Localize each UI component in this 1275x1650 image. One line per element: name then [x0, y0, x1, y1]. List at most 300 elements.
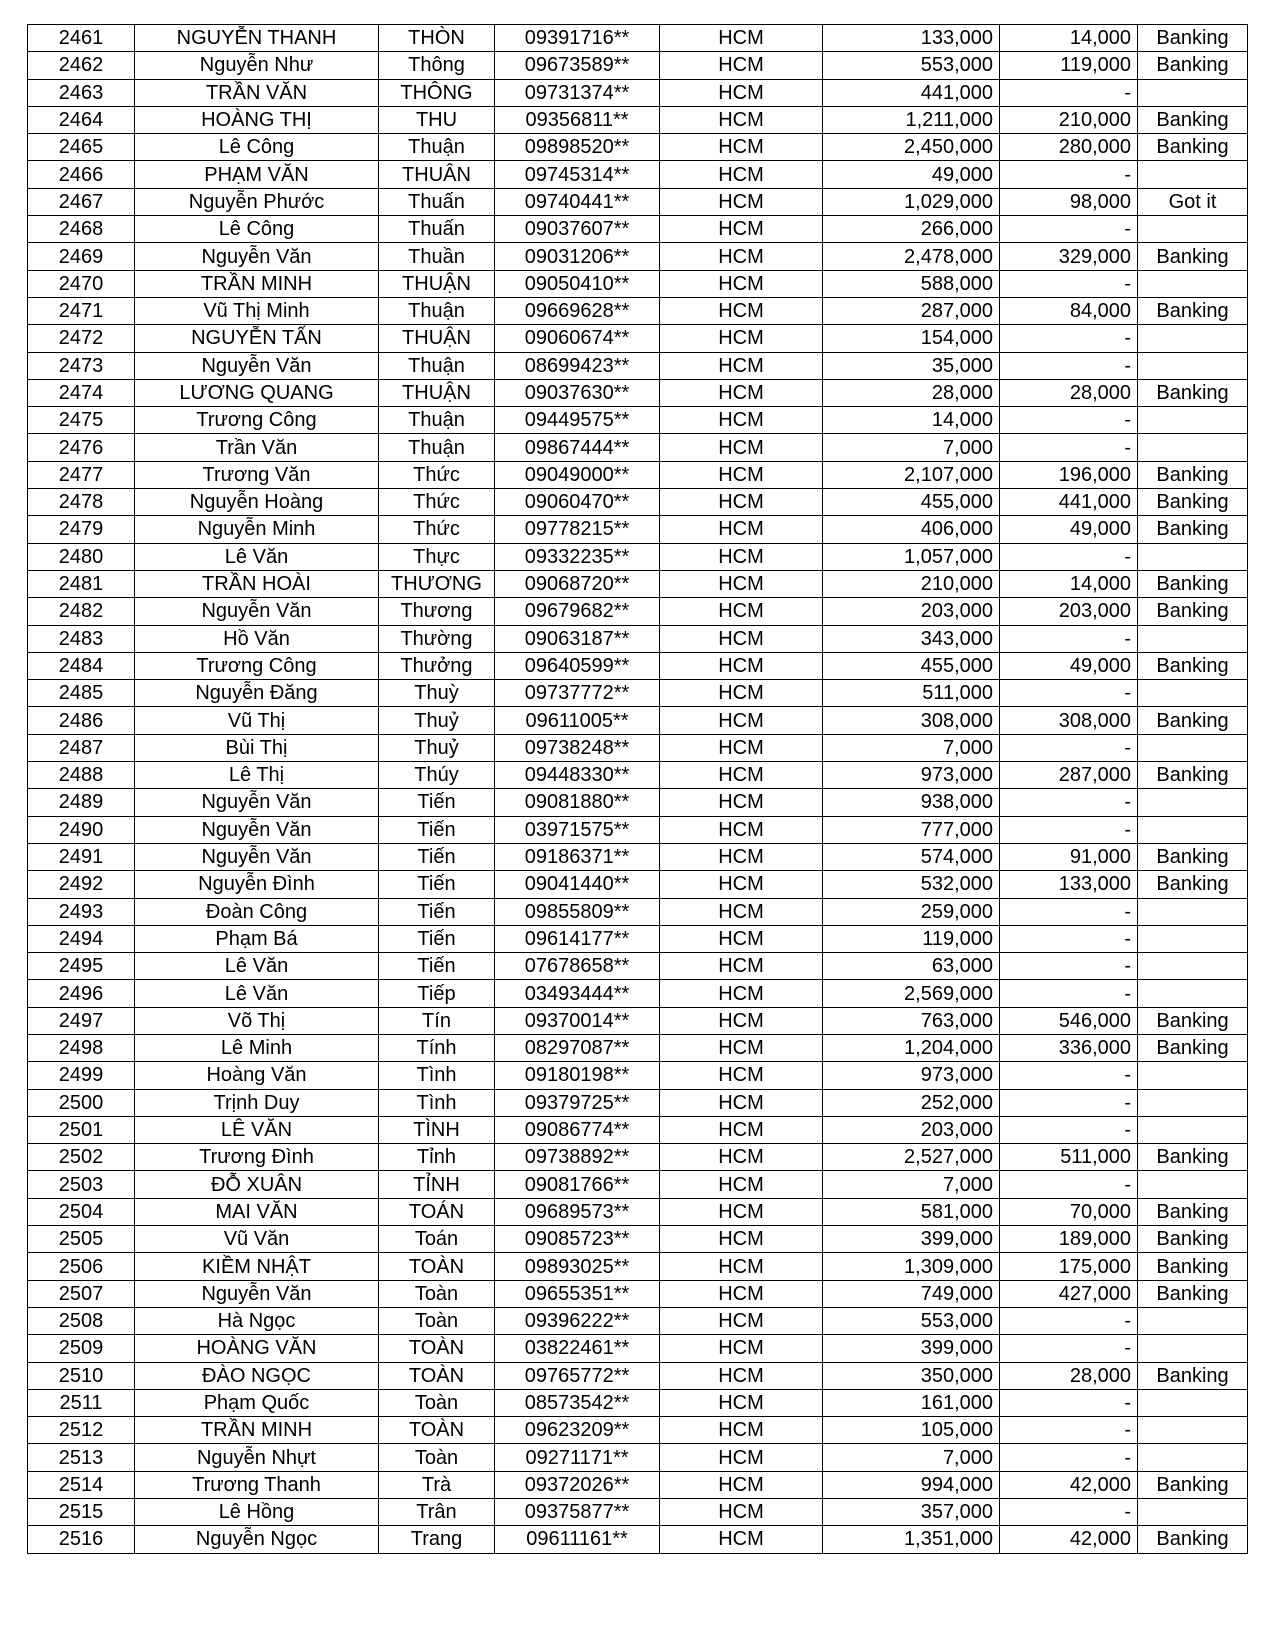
paid-amount-cell: 28,000 — [1000, 1362, 1138, 1389]
table-row — [28, 543, 1248, 570]
first-name-cell: Tiến — [379, 925, 495, 952]
city-cell: HCM — [660, 953, 823, 980]
amount-cell: 399,000 — [823, 1226, 1000, 1253]
last-middle-name-cell: HOÀNG VĂN — [135, 1335, 379, 1362]
phone-cell: 09669628** — [495, 297, 660, 324]
city-cell: HCM — [660, 734, 823, 761]
city-cell: HCM — [660, 1526, 823, 1553]
city-cell: HCM — [660, 1034, 823, 1061]
first-name-cell: TOÀN — [379, 1362, 495, 1389]
last-middle-name-cell: ĐỖ XUÂN — [135, 1171, 379, 1198]
table-row — [28, 1389, 1248, 1416]
table-row — [28, 1089, 1248, 1116]
payment-method-cell — [1138, 1335, 1248, 1362]
row-number-cell: 2500 — [28, 1089, 135, 1116]
city-cell: HCM — [660, 325, 823, 352]
phone-cell: 09673589** — [495, 52, 660, 79]
payment-method-cell — [1138, 625, 1248, 652]
paid-amount-cell: 14,000 — [1000, 570, 1138, 597]
row-number-cell: 2481 — [28, 570, 135, 597]
payment-method-cell — [1138, 325, 1248, 352]
paid-amount-cell: 119,000 — [1000, 52, 1138, 79]
phone-cell: 08573542** — [495, 1389, 660, 1416]
first-name-cell: Tính — [379, 1034, 495, 1061]
phone-cell: 09271171** — [495, 1444, 660, 1471]
amount-cell: 119,000 — [823, 925, 1000, 952]
first-name-cell: Thuận — [379, 134, 495, 161]
amount-cell: 455,000 — [823, 489, 1000, 516]
payment-method-cell: Banking — [1138, 843, 1248, 870]
payment-method-cell — [1138, 1307, 1248, 1334]
amount-cell: 1,057,000 — [823, 543, 1000, 570]
table-row — [28, 898, 1248, 925]
row-number-cell: 2505 — [28, 1226, 135, 1253]
first-name-cell: THƯƠNG — [379, 570, 495, 597]
last-middle-name-cell: TRẦN MINH — [135, 270, 379, 297]
row-number-cell: 2480 — [28, 543, 135, 570]
last-middle-name-cell: Lê Minh — [135, 1034, 379, 1061]
row-number-cell: 2485 — [28, 680, 135, 707]
table-row — [28, 352, 1248, 379]
paid-amount-cell: - — [1000, 270, 1138, 297]
row-number-cell: 2503 — [28, 1171, 135, 1198]
last-middle-name-cell: Lê Công — [135, 134, 379, 161]
phone-cell: 09085723** — [495, 1226, 660, 1253]
last-middle-name-cell: Nguyễn Văn — [135, 352, 379, 379]
row-number-cell: 2497 — [28, 1007, 135, 1034]
phone-cell: 09356811** — [495, 106, 660, 133]
row-number-cell: 2469 — [28, 243, 135, 270]
payment-method-cell — [1138, 434, 1248, 461]
payment-method-cell — [1138, 680, 1248, 707]
city-cell: HCM — [660, 680, 823, 707]
city-cell: HCM — [660, 898, 823, 925]
row-number-cell: 2508 — [28, 1307, 135, 1334]
table-row — [28, 1144, 1248, 1171]
amount-cell: 2,569,000 — [823, 980, 1000, 1007]
amount-cell: 133,000 — [823, 25, 1000, 52]
paid-amount-cell: 49,000 — [1000, 516, 1138, 543]
payment-method-cell: Banking — [1138, 598, 1248, 625]
paid-amount-cell: 42,000 — [1000, 1526, 1138, 1553]
row-number-cell: 2477 — [28, 461, 135, 488]
paid-amount-cell: - — [1000, 898, 1138, 925]
paid-amount-cell: - — [1000, 1417, 1138, 1444]
payment-method-cell — [1138, 734, 1248, 761]
city-cell: HCM — [660, 134, 823, 161]
table-row — [28, 325, 1248, 352]
last-middle-name-cell: Lê Công — [135, 216, 379, 243]
payment-method-cell: Banking — [1138, 1198, 1248, 1225]
table-row — [28, 106, 1248, 133]
phone-cell: 09068720** — [495, 570, 660, 597]
first-name-cell: TOÁN — [379, 1198, 495, 1225]
payment-method-cell — [1138, 789, 1248, 816]
city-cell: HCM — [660, 407, 823, 434]
payment-method-cell — [1138, 407, 1248, 434]
last-middle-name-cell: LƯƠNG QUANG — [135, 379, 379, 406]
table-row — [28, 270, 1248, 297]
paid-amount-cell: - — [1000, 216, 1138, 243]
city-cell: HCM — [660, 1280, 823, 1307]
table-row — [28, 1335, 1248, 1362]
first-name-cell: TOÀN — [379, 1417, 495, 1444]
table-row — [28, 1280, 1248, 1307]
paid-amount-cell: - — [1000, 543, 1138, 570]
payment-method-cell: Banking — [1138, 871, 1248, 898]
phone-cell: 09738892** — [495, 1144, 660, 1171]
last-middle-name-cell: TRẦN MINH — [135, 1417, 379, 1444]
last-middle-name-cell: Nguyễn Văn — [135, 598, 379, 625]
phone-cell: 09867444** — [495, 434, 660, 461]
payment-method-cell: Banking — [1138, 1226, 1248, 1253]
table-row — [28, 1198, 1248, 1225]
payment-method-cell — [1138, 898, 1248, 925]
phone-cell: 09737772** — [495, 680, 660, 707]
last-middle-name-cell: Nguyễn Văn — [135, 816, 379, 843]
table-row — [28, 816, 1248, 843]
payment-method-cell — [1138, 816, 1248, 843]
first-name-cell: Toàn — [379, 1280, 495, 1307]
paid-amount-cell: 70,000 — [1000, 1198, 1138, 1225]
amount-cell: 588,000 — [823, 270, 1000, 297]
paid-amount-cell: 287,000 — [1000, 762, 1138, 789]
paid-amount-cell: 84,000 — [1000, 297, 1138, 324]
city-cell: HCM — [660, 1499, 823, 1526]
first-name-cell: Thức — [379, 516, 495, 543]
paid-amount-cell: 196,000 — [1000, 461, 1138, 488]
first-name-cell: THU — [379, 106, 495, 133]
payment-method-cell: Banking — [1138, 1144, 1248, 1171]
table-row — [28, 79, 1248, 106]
table-row — [28, 1471, 1248, 1498]
row-number-cell: 2501 — [28, 1116, 135, 1143]
row-number-cell: 2510 — [28, 1362, 135, 1389]
row-number-cell: 2473 — [28, 352, 135, 379]
last-middle-name-cell: ĐÀO NGỌC — [135, 1362, 379, 1389]
city-cell: HCM — [660, 625, 823, 652]
last-middle-name-cell: HOÀNG THỊ — [135, 106, 379, 133]
phone-cell: 09031206** — [495, 243, 660, 270]
last-middle-name-cell: Hà Ngọc — [135, 1307, 379, 1334]
last-middle-name-cell: Vũ Văn — [135, 1226, 379, 1253]
amount-cell: 287,000 — [823, 297, 1000, 324]
city-cell: HCM — [660, 652, 823, 679]
paid-amount-cell: 441,000 — [1000, 489, 1138, 516]
paid-amount-cell: - — [1000, 816, 1138, 843]
paid-amount-cell: - — [1000, 407, 1138, 434]
payment-method-cell — [1138, 1171, 1248, 1198]
city-cell: HCM — [660, 79, 823, 106]
paid-amount-cell: 203,000 — [1000, 598, 1138, 625]
amount-cell: 1,351,000 — [823, 1526, 1000, 1553]
row-number-cell: 2493 — [28, 898, 135, 925]
city-cell: HCM — [660, 297, 823, 324]
row-number-cell: 2468 — [28, 216, 135, 243]
row-number-cell: 2465 — [28, 134, 135, 161]
last-middle-name-cell: Hoàng Văn — [135, 1062, 379, 1089]
city-cell: HCM — [660, 843, 823, 870]
last-middle-name-cell: Lê Văn — [135, 543, 379, 570]
paid-amount-cell: 28,000 — [1000, 379, 1138, 406]
payment-method-cell — [1138, 216, 1248, 243]
last-middle-name-cell: Lê Thị — [135, 762, 379, 789]
paid-amount-cell: - — [1000, 1171, 1138, 1198]
paid-amount-cell: 308,000 — [1000, 707, 1138, 734]
table-row — [28, 161, 1248, 188]
table-row — [28, 925, 1248, 952]
table-row — [28, 52, 1248, 79]
phone-cell: 09731374** — [495, 79, 660, 106]
table-row — [28, 734, 1248, 761]
amount-cell: 203,000 — [823, 1116, 1000, 1143]
city-cell: HCM — [660, 1062, 823, 1089]
amount-cell: 266,000 — [823, 216, 1000, 243]
payment-method-cell: Banking — [1138, 1526, 1248, 1553]
amount-cell: 1,211,000 — [823, 106, 1000, 133]
last-middle-name-cell: Lê Văn — [135, 980, 379, 1007]
last-middle-name-cell: TRẦN VĂN — [135, 79, 379, 106]
row-number-cell: 2511 — [28, 1389, 135, 1416]
paid-amount-cell: - — [1000, 734, 1138, 761]
payment-method-cell: Banking — [1138, 243, 1248, 270]
city-cell: HCM — [660, 188, 823, 215]
first-name-cell: Tiến — [379, 789, 495, 816]
table-row — [28, 1226, 1248, 1253]
payment-method-cell: Banking — [1138, 652, 1248, 679]
amount-cell: 308,000 — [823, 707, 1000, 734]
payment-method-cell: Got it — [1138, 188, 1248, 215]
phone-cell: 09060674** — [495, 325, 660, 352]
row-number-cell: 2486 — [28, 707, 135, 734]
amount-cell: 357,000 — [823, 1499, 1000, 1526]
city-cell: HCM — [660, 434, 823, 461]
city-cell: HCM — [660, 543, 823, 570]
first-name-cell: THUẬN — [379, 325, 495, 352]
row-number-cell: 2498 — [28, 1034, 135, 1061]
city-cell: HCM — [660, 871, 823, 898]
paid-amount-cell: - — [1000, 680, 1138, 707]
first-name-cell: Thúy — [379, 762, 495, 789]
row-number-cell: 2471 — [28, 297, 135, 324]
phone-cell: 09050410** — [495, 270, 660, 297]
phone-cell: 09855809** — [495, 898, 660, 925]
phone-cell: 09370014** — [495, 1007, 660, 1034]
amount-cell: 343,000 — [823, 625, 1000, 652]
row-number-cell: 2487 — [28, 734, 135, 761]
first-name-cell: Tiếp — [379, 980, 495, 1007]
payment-method-cell — [1138, 1444, 1248, 1471]
city-cell: HCM — [660, 1089, 823, 1116]
table-row — [28, 216, 1248, 243]
city-cell: HCM — [660, 216, 823, 243]
first-name-cell: Thông — [379, 52, 495, 79]
payment-method-cell: Banking — [1138, 1007, 1248, 1034]
table-row — [28, 1253, 1248, 1280]
table-row — [28, 407, 1248, 434]
paid-amount-cell: - — [1000, 1307, 1138, 1334]
amount-cell: 2,450,000 — [823, 134, 1000, 161]
payment-method-cell: Banking — [1138, 707, 1248, 734]
city-cell: HCM — [660, 352, 823, 379]
paid-amount-cell: 175,000 — [1000, 1253, 1138, 1280]
phone-cell: 09049000** — [495, 461, 660, 488]
last-middle-name-cell: Trương Công — [135, 407, 379, 434]
paid-amount-cell: 546,000 — [1000, 1007, 1138, 1034]
table-row — [28, 1444, 1248, 1471]
phone-cell: 09081766** — [495, 1171, 660, 1198]
payment-method-cell — [1138, 1499, 1248, 1526]
last-middle-name-cell: Nguyễn Đình — [135, 871, 379, 898]
table-row — [28, 625, 1248, 652]
amount-cell: 49,000 — [823, 161, 1000, 188]
phone-cell: 09893025** — [495, 1253, 660, 1280]
amount-cell: 210,000 — [823, 570, 1000, 597]
last-middle-name-cell: Võ Thị — [135, 1007, 379, 1034]
amount-cell: 2,478,000 — [823, 243, 1000, 270]
last-middle-name-cell: NGUYỄN TẤN — [135, 325, 379, 352]
payment-method-cell: Banking — [1138, 134, 1248, 161]
amount-cell: 938,000 — [823, 789, 1000, 816]
phone-cell: 09037630** — [495, 379, 660, 406]
city-cell: HCM — [660, 570, 823, 597]
first-name-cell: Thuỷ — [379, 707, 495, 734]
first-name-cell: Thuấn — [379, 216, 495, 243]
city-cell: HCM — [660, 1007, 823, 1034]
table-row — [28, 1526, 1248, 1553]
first-name-cell: Thuận — [379, 297, 495, 324]
row-number-cell: 2489 — [28, 789, 135, 816]
first-name-cell: Tiến — [379, 898, 495, 925]
amount-cell: 777,000 — [823, 816, 1000, 843]
table-row — [28, 1417, 1248, 1444]
row-number-cell: 2502 — [28, 1144, 135, 1171]
payment-method-cell: Banking — [1138, 516, 1248, 543]
row-number-cell: 2513 — [28, 1444, 135, 1471]
city-cell: HCM — [660, 1144, 823, 1171]
first-name-cell: Tín — [379, 1007, 495, 1034]
last-middle-name-cell: Nguyễn Như — [135, 52, 379, 79]
row-number-cell: 2478 — [28, 489, 135, 516]
table-row — [28, 134, 1248, 161]
city-cell: HCM — [660, 516, 823, 543]
last-middle-name-cell: Nguyễn Phước — [135, 188, 379, 215]
phone-cell: 09689573** — [495, 1198, 660, 1225]
table-row — [28, 461, 1248, 488]
last-middle-name-cell: Trương Công — [135, 652, 379, 679]
last-middle-name-cell: Bùi Thị — [135, 734, 379, 761]
first-name-cell: Tiến — [379, 843, 495, 870]
last-middle-name-cell: Trần Văn — [135, 434, 379, 461]
city-cell: HCM — [660, 1362, 823, 1389]
amount-cell: 7,000 — [823, 1444, 1000, 1471]
paid-amount-cell: - — [1000, 953, 1138, 980]
phone-cell: 09738248** — [495, 734, 660, 761]
payment-method-cell — [1138, 79, 1248, 106]
phone-cell: 09081880** — [495, 789, 660, 816]
last-middle-name-cell: Phạm Quốc — [135, 1389, 379, 1416]
first-name-cell: Toàn — [379, 1307, 495, 1334]
payment-method-cell: Banking — [1138, 106, 1248, 133]
paid-amount-cell: - — [1000, 1116, 1138, 1143]
first-name-cell: THUÂN — [379, 161, 495, 188]
payment-method-cell — [1138, 543, 1248, 570]
phone-cell: 09640599** — [495, 652, 660, 679]
payment-method-cell: Banking — [1138, 297, 1248, 324]
table-row — [28, 652, 1248, 679]
row-number-cell: 2474 — [28, 379, 135, 406]
phone-cell: 09375877** — [495, 1499, 660, 1526]
document-page — [27, 24, 1247, 1554]
first-name-cell: Thuận — [379, 407, 495, 434]
phone-cell: 03493444** — [495, 980, 660, 1007]
last-middle-name-cell: Hồ Văn — [135, 625, 379, 652]
phone-cell: 09086774** — [495, 1116, 660, 1143]
phone-cell: 09379725** — [495, 1089, 660, 1116]
phone-cell: 09180198** — [495, 1062, 660, 1089]
first-name-cell: Thuận — [379, 434, 495, 461]
city-cell: HCM — [660, 1471, 823, 1498]
row-number-cell: 2495 — [28, 953, 135, 980]
paid-amount-cell: - — [1000, 161, 1138, 188]
first-name-cell: THÔNG — [379, 79, 495, 106]
amount-cell: 532,000 — [823, 871, 1000, 898]
paid-amount-cell: 329,000 — [1000, 243, 1138, 270]
last-middle-name-cell: TRẦN HOÀI — [135, 570, 379, 597]
amount-cell: 7,000 — [823, 434, 1000, 461]
first-name-cell: Thuần — [379, 243, 495, 270]
row-number-cell: 2466 — [28, 161, 135, 188]
phone-cell: 09372026** — [495, 1471, 660, 1498]
last-middle-name-cell: Lê Hồng — [135, 1499, 379, 1526]
paid-amount-cell: 98,000 — [1000, 188, 1138, 215]
city-cell: HCM — [660, 1389, 823, 1416]
last-middle-name-cell: Trương Văn — [135, 461, 379, 488]
phone-cell: 09655351** — [495, 1280, 660, 1307]
paid-amount-cell: - — [1000, 980, 1138, 1007]
row-number-cell: 2491 — [28, 843, 135, 870]
last-middle-name-cell: Phạm Bá — [135, 925, 379, 952]
first-name-cell: TOÀN — [379, 1335, 495, 1362]
first-name-cell: Thưởng — [379, 652, 495, 679]
first-name-cell: Thương — [379, 598, 495, 625]
phone-cell: 09037607** — [495, 216, 660, 243]
row-number-cell: 2506 — [28, 1253, 135, 1280]
phone-cell: 09186371** — [495, 843, 660, 870]
city-cell: HCM — [660, 461, 823, 488]
paid-amount-cell: - — [1000, 79, 1138, 106]
payment-method-cell — [1138, 352, 1248, 379]
amount-cell: 749,000 — [823, 1280, 1000, 1307]
last-middle-name-cell: Nguyễn Đăng — [135, 680, 379, 707]
phone-cell: 09778215** — [495, 516, 660, 543]
amount-cell: 763,000 — [823, 1007, 1000, 1034]
first-name-cell: Thuỳ — [379, 680, 495, 707]
phone-cell: 09898520** — [495, 134, 660, 161]
paid-amount-cell: - — [1000, 1389, 1138, 1416]
payment-method-cell: Banking — [1138, 1280, 1248, 1307]
phone-cell: 09614177** — [495, 925, 660, 952]
row-number-cell: 2504 — [28, 1198, 135, 1225]
table-row — [28, 25, 1248, 52]
phone-cell: 03971575** — [495, 816, 660, 843]
table-row — [28, 680, 1248, 707]
phone-cell: 08297087** — [495, 1034, 660, 1061]
table-row — [28, 789, 1248, 816]
first-name-cell: Thực — [379, 543, 495, 570]
row-number-cell: 2461 — [28, 25, 135, 52]
table-row — [28, 297, 1248, 324]
